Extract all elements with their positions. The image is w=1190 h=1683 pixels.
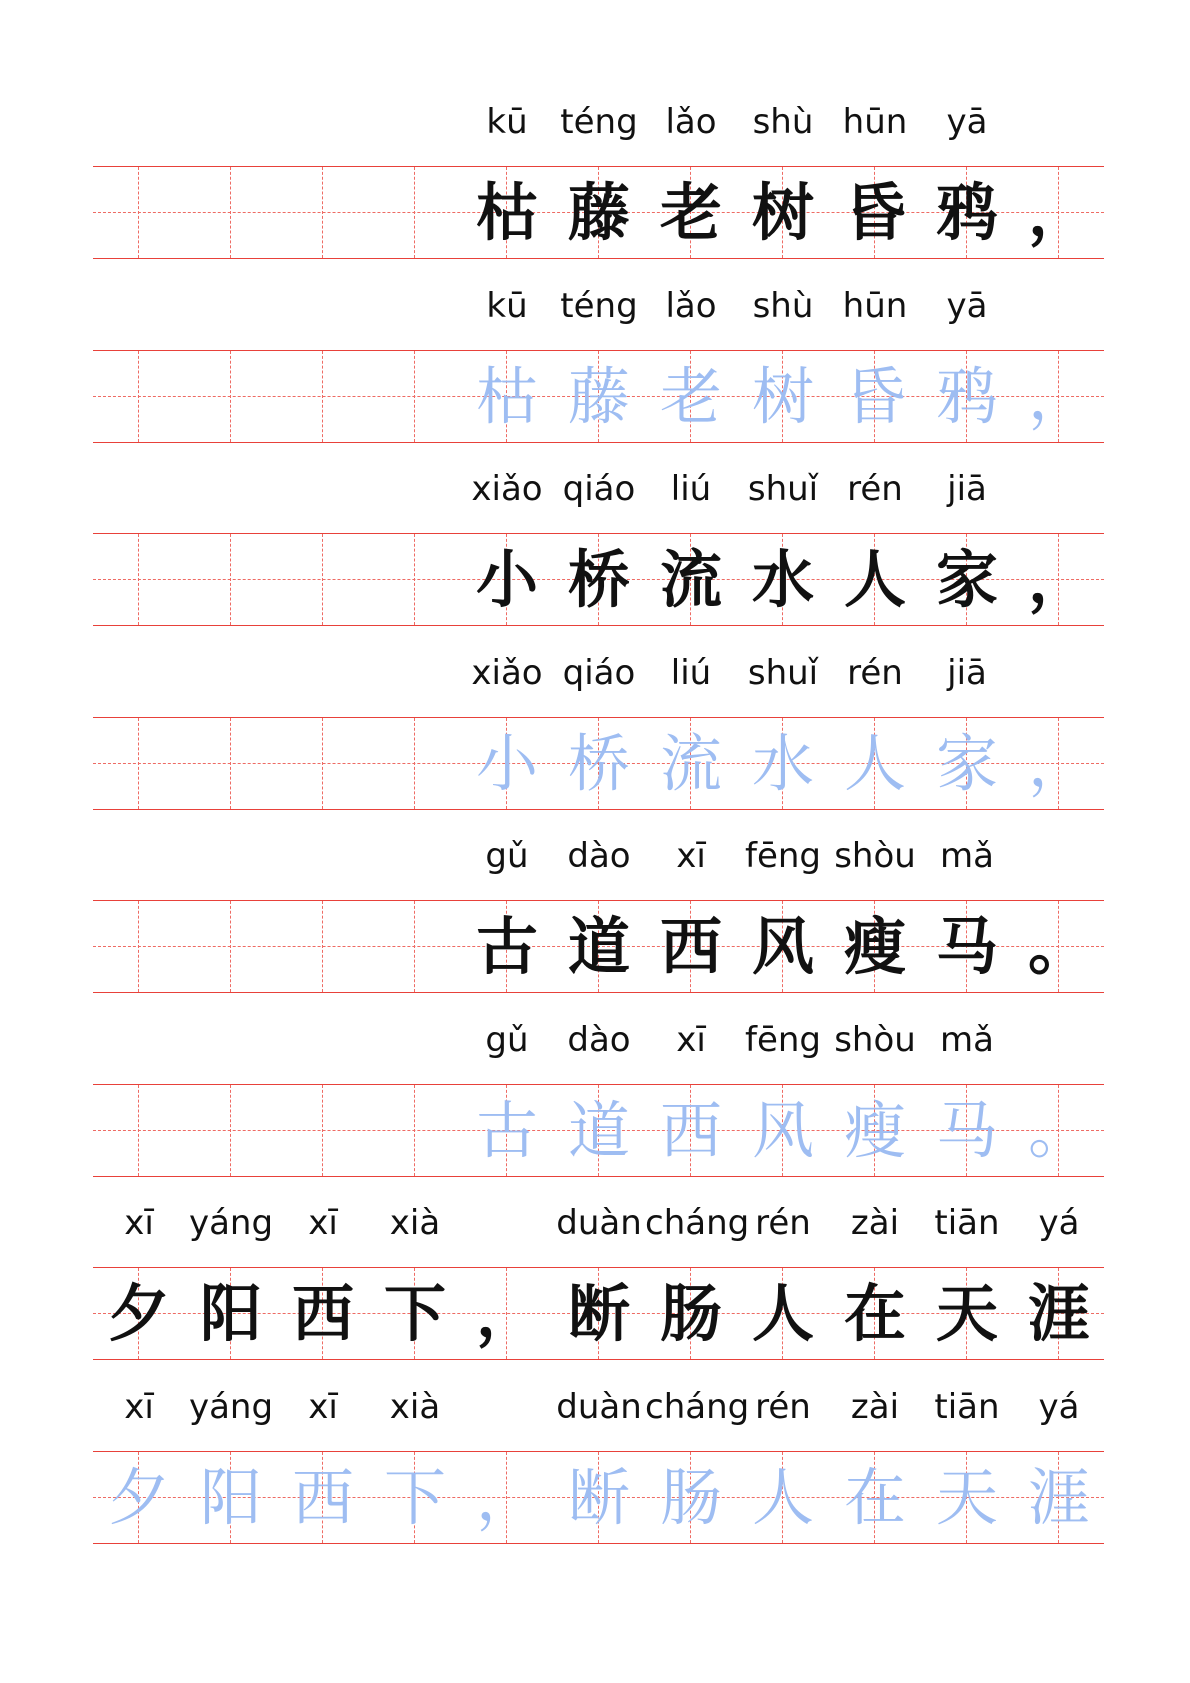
trace-character[interactable]: 树 — [751, 359, 814, 433]
model-character: 人 — [751, 1277, 814, 1350]
model-character: 阳 — [199, 1277, 262, 1350]
trace-character[interactable]: ， — [1027, 359, 1090, 433]
trace-character[interactable]: 肠 — [659, 1460, 722, 1534]
grid-column-guide — [230, 901, 231, 992]
pinyin-syllable: rén — [755, 1203, 811, 1243]
grid-column-guide — [230, 351, 231, 442]
pinyin-syllable: zài — [850, 1203, 900, 1243]
model-character: 涯 — [1027, 1277, 1090, 1350]
pinyin-syllable: téng — [560, 102, 638, 142]
pinyin-syllable: rén — [847, 652, 903, 693]
model-character: 流 — [659, 543, 722, 616]
trace-character[interactable]: 天 — [935, 1460, 998, 1534]
grid-column-guide — [322, 718, 323, 809]
model-character: 老 — [659, 176, 722, 249]
trace-character[interactable]: 风 — [751, 1093, 814, 1167]
pinyin-syllable: gǔ — [485, 836, 529, 876]
grid-column-guide — [230, 167, 231, 258]
grid-column-guide — [322, 167, 323, 258]
pinyin-syllable: mǎ — [940, 1019, 994, 1060]
grid-column-guide — [414, 534, 415, 625]
trace-row-1 — [0, 274, 1190, 457]
trace-row-5 — [0, 1008, 1190, 1191]
model-row-0 — [0, 90, 1190, 273]
pinyin-syllable: xī — [308, 1203, 338, 1243]
pinyin-syllable: dào — [567, 836, 631, 876]
grid-column-guide — [230, 534, 231, 625]
pinyin-syllable: shòu — [834, 1019, 916, 1060]
model-character: 树 — [751, 176, 814, 249]
trace-character[interactable]: 。 — [1027, 1093, 1090, 1167]
pinyin-syllable: gǔ — [485, 1019, 529, 1060]
model-character: 昏 — [843, 176, 906, 249]
pinyin-syllable: xiǎo — [471, 469, 543, 509]
pinyin-syllable: zài — [850, 1386, 900, 1427]
model-character: 夕 — [107, 1277, 170, 1350]
pinyin-syllable: yá — [1038, 1203, 1080, 1243]
model-character: 瘦 — [843, 910, 906, 983]
pinyin-syllable: shù — [752, 102, 814, 142]
model-character: ， — [1027, 543, 1090, 616]
model-character: 桥 — [567, 543, 630, 616]
pinyin-syllable: lǎo — [665, 285, 717, 326]
model-row-4 — [0, 824, 1190, 1007]
grid-column-guide — [322, 351, 323, 442]
trace-character[interactable]: 枯 — [475, 359, 538, 433]
model-row-2 — [0, 457, 1190, 640]
grid-column-guide — [230, 1085, 231, 1176]
pinyin-syllable: fēng — [744, 836, 822, 876]
grid-column-guide — [414, 1085, 415, 1176]
grid-column-guide — [230, 718, 231, 809]
model-character: 肠 — [659, 1277, 722, 1350]
trace-character[interactable]: 鸦 — [935, 359, 998, 433]
grid-column-guide — [138, 1085, 139, 1176]
trace-character[interactable]: 马 — [935, 1093, 998, 1167]
pinyin-syllable: yā — [946, 102, 988, 142]
model-row-6 — [0, 1191, 1190, 1374]
trace-character[interactable]: 人 — [751, 1460, 814, 1534]
model-character: 西 — [659, 910, 722, 983]
pinyin-syllable: hūn — [842, 102, 908, 142]
trace-character[interactable]: 小 — [475, 726, 538, 800]
pinyin-syllable: cháng — [645, 1203, 750, 1243]
model-character: ， — [1027, 176, 1090, 249]
model-character: 鸦 — [935, 176, 998, 249]
pinyin-syllable: duàn — [556, 1386, 642, 1427]
model-character: 西 — [291, 1277, 354, 1350]
grid-column-guide — [414, 167, 415, 258]
trace-character[interactable]: 人 — [843, 726, 906, 800]
pinyin-syllable: yá — [1038, 1386, 1080, 1427]
grid-column-guide — [414, 718, 415, 809]
trace-character[interactable]: ， — [475, 1460, 538, 1534]
pinyin-syllable: xī — [308, 1386, 338, 1427]
model-character: ， — [475, 1277, 538, 1350]
trace-character[interactable]: 藤 — [567, 359, 630, 433]
model-character: 断 — [567, 1277, 630, 1350]
pinyin-syllable — [461, 1195, 553, 1251]
trace-character[interactable]: 古 — [475, 1093, 538, 1167]
grid-column-guide — [322, 901, 323, 992]
trace-character[interactable]: 夕 — [107, 1460, 170, 1534]
pinyin-syllable: cháng — [645, 1386, 750, 1427]
model-character: 。 — [1027, 910, 1090, 983]
pinyin-syllable: shuǐ — [747, 469, 819, 509]
model-character: 马 — [935, 910, 998, 983]
pinyin-syllable: shòu — [834, 836, 916, 876]
pinyin-syllable: kū — [486, 285, 528, 326]
pinyin-syllable: xiǎo — [471, 652, 543, 693]
pinyin-syllable: kū — [486, 102, 528, 142]
pinyin-syllable: mǎ — [940, 836, 994, 876]
pinyin-syllable — [461, 1379, 553, 1435]
pinyin-syllable: xī — [124, 1386, 154, 1427]
grid-column-guide — [414, 901, 415, 992]
pinyin-syllable: qiáo — [562, 652, 636, 693]
trace-row-3 — [0, 641, 1190, 824]
pinyin-syllable: fēng — [744, 1019, 822, 1060]
trace-character[interactable]: 涯 — [1027, 1460, 1090, 1534]
model-character: 水 — [751, 543, 814, 616]
trace-character[interactable]: 水 — [751, 726, 814, 800]
pinyin-syllable: xī — [124, 1203, 154, 1243]
trace-character[interactable]: 西 — [659, 1093, 722, 1167]
trace-character[interactable]: 老 — [659, 359, 722, 433]
model-character: 藤 — [567, 176, 630, 249]
pinyin-syllable: dào — [567, 1019, 631, 1060]
pinyin-syllable: liú — [670, 469, 712, 509]
model-character: 小 — [475, 543, 538, 616]
trace-character[interactable]: 昏 — [843, 359, 906, 433]
trace-character[interactable]: 在 — [843, 1460, 906, 1534]
pinyin-syllable: jiā — [947, 469, 987, 509]
grid-column-guide — [138, 718, 139, 809]
model-character: 在 — [843, 1277, 906, 1350]
model-character: 枯 — [475, 176, 538, 249]
trace-character[interactable]: 桥 — [567, 726, 630, 800]
pinyin-syllable: xià — [389, 1203, 441, 1243]
model-character: 古 — [475, 910, 538, 983]
grid-column-guide — [138, 901, 139, 992]
pinyin-syllable: liú — [670, 652, 712, 693]
pinyin-syllable: xià — [389, 1386, 441, 1427]
trace-row-7 — [0, 1375, 1190, 1558]
grid-column-guide — [414, 351, 415, 442]
pinyin-syllable: qiáo — [562, 469, 636, 509]
pinyin-syllable: rén — [847, 469, 903, 509]
pinyin-syllable: shuǐ — [747, 652, 819, 693]
model-character: 风 — [751, 910, 814, 983]
trace-character[interactable]: 道 — [567, 1093, 630, 1167]
pinyin-syllable: yáng — [188, 1203, 274, 1243]
pinyin-syllable: lǎo — [665, 102, 717, 142]
model-character: 天 — [935, 1277, 998, 1350]
trace-character[interactable]: ， — [1027, 726, 1090, 800]
pinyin-syllable: yáng — [188, 1386, 274, 1427]
pinyin-syllable: tiān — [934, 1386, 1000, 1427]
trace-character[interactable]: 西 — [291, 1460, 354, 1534]
pinyin-syllable: xī — [676, 836, 706, 876]
trace-character[interactable]: 瘦 — [843, 1093, 906, 1167]
trace-character[interactable]: 家 — [935, 726, 998, 800]
pinyin-syllable: hūn — [842, 285, 908, 326]
trace-character[interactable]: 流 — [659, 726, 722, 800]
pinyin-syllable: téng — [560, 285, 638, 326]
model-character: 道 — [567, 910, 630, 983]
pinyin-syllable: jiā — [947, 652, 987, 693]
trace-character[interactable]: 断 — [567, 1460, 630, 1534]
model-character: 家 — [935, 543, 998, 616]
grid-column-guide — [322, 534, 323, 625]
pinyin-syllable: tiān — [934, 1203, 1000, 1243]
pinyin-syllable: duàn — [556, 1203, 642, 1243]
grid-column-guide — [138, 167, 139, 258]
model-character: 人 — [843, 543, 906, 616]
trace-character[interactable]: 阳 — [199, 1460, 262, 1534]
pinyin-syllable: rén — [755, 1386, 811, 1427]
pinyin-syllable: shù — [752, 285, 814, 326]
trace-character[interactable]: 下 — [383, 1460, 446, 1534]
grid-column-guide — [138, 351, 139, 442]
pinyin-syllable: xī — [676, 1019, 706, 1060]
grid-column-guide — [322, 1085, 323, 1176]
grid-column-guide — [138, 534, 139, 625]
model-character: 下 — [383, 1277, 446, 1350]
pinyin-syllable: yā — [946, 285, 988, 326]
